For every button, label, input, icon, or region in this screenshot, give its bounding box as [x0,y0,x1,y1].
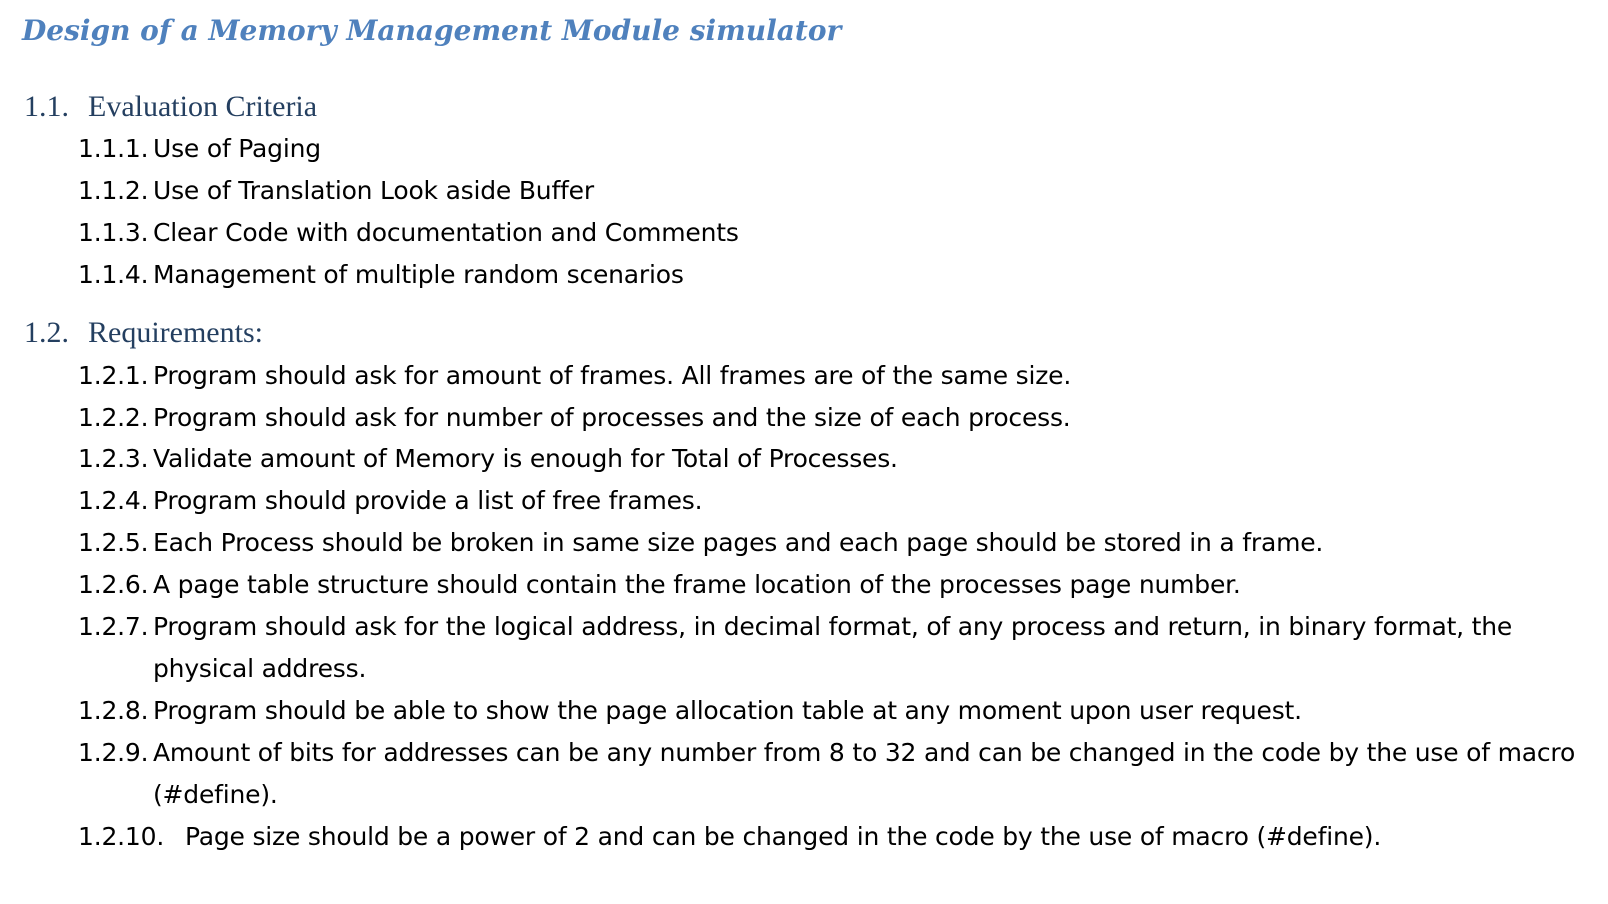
item-text: Management of multiple random scenarios [153,260,684,289]
item-number: 1.2.10. [78,822,165,851]
section-heading-evaluation-criteria [24,90,317,124]
item-text-continuation: (#define). [153,780,278,809]
section-title: Evaluation Criteria [88,90,318,123]
item-number: 1.2.6. [78,570,149,599]
section-heading-requirements [24,316,263,350]
item-text: Use of Translation Look aside Buffer [153,176,594,205]
item-text: Amount of bits for addresses can be any number from 8 to 32 and can be changed in the code by the use of macro [153,738,1576,767]
item-text: Program should be able to show the page allocation table at any moment upon user request. [153,696,1302,725]
item-number: 1.2.3. [78,444,149,473]
item-number: 1.2.5. [78,528,149,557]
item-text: Each Process should be broken in same size pages and each page should be stored in a frame. [153,528,1324,557]
item-text: Page size should be a power of 2 and can be changed in the code by the use of macro (#define). [185,822,1382,851]
item-text-continuation: physical address. [153,654,367,683]
item-text: Use of Paging [153,134,321,163]
list-item [78,732,1575,816]
list-item [78,690,1302,732]
item-number: 1.2.4. [78,486,149,515]
item-number: 1.2.1. [78,361,149,390]
list-item [78,438,898,480]
item-number: 1.1.1. [78,134,149,163]
item-number: 1.2.2. [78,403,149,432]
item-text: Program should ask for amount of frames. All frames are of the same size. [153,361,1072,390]
list-item [78,355,1071,397]
list-item [78,816,1381,858]
document-title: Design of a Memory Management Module simulator [22,14,842,47]
item-text: Program should ask for number of processes and the size of each process. [153,403,1071,432]
item-number: 1.1.4. [78,260,149,289]
item-number: 1.2.9. [78,738,149,767]
item-text: Program should provide a list of free frames. [153,486,703,515]
item-number: 1.2.7. [78,612,149,641]
item-text: A page table structure should contain the frame location of the processes page number. [153,570,1241,599]
item-text: Clear Code with documentation and Comments [153,218,739,247]
list-item [78,606,1512,690]
list-item [78,254,684,296]
item-number: 1.2.8. [78,696,149,725]
list-item [78,564,1241,606]
item-number: 1.1.3. [78,218,149,247]
list-item [78,212,739,254]
item-text: Validate amount of Memory is enough for Total of Processes. [153,444,898,473]
section-number: 1.1. [24,90,69,123]
list-item [78,128,321,170]
item-number: 1.1.2. [78,176,149,205]
list-item [78,522,1323,564]
item-text: Program should ask for the logical address, in decimal format, of any process and return, in binary format, the [153,612,1513,641]
list-item [78,170,594,212]
list-item [78,397,1071,439]
section-title: Requirements: [88,316,263,349]
section-number: 1.2. [24,316,69,349]
list-item [78,480,702,522]
